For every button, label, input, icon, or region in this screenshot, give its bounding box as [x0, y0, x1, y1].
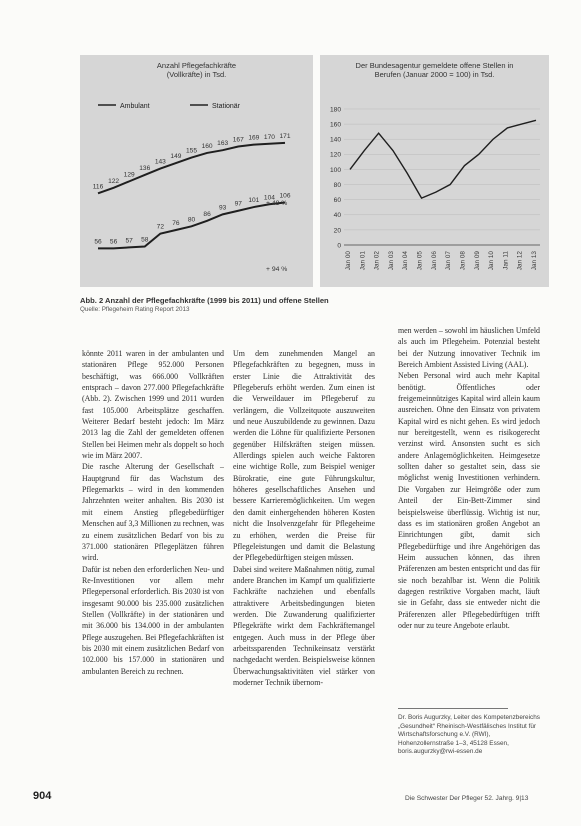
figure-caption: Abb. 2 Anzahl der Pflegefachkräfte (1999 bis 2011) und offene Stellen	[80, 296, 329, 305]
x-tick-label: Jan 11	[502, 251, 510, 270]
data-label: 57	[125, 237, 133, 245]
data-label: 93	[218, 204, 227, 212]
x-tick-label: Jan 09	[473, 251, 481, 271]
data-label: 167	[232, 136, 244, 144]
x-tick-label: Jan 02	[373, 251, 381, 271]
y-tick-label: 80	[333, 181, 341, 189]
left-chart-title: Anzahl Pflegefachkräfte (Vollkräfte) in Tsd.	[156, 61, 237, 79]
data-label: 143	[154, 158, 166, 166]
right-line-chart	[320, 55, 549, 287]
author-note-rule	[398, 708, 508, 709]
y-tick-label: 120	[329, 151, 341, 159]
y-tick-label: 0	[337, 242, 341, 250]
data-label: 76	[172, 219, 180, 227]
x-tick-label: Jan 08	[459, 251, 467, 271]
legend-label-1: Stationär	[212, 103, 241, 110]
data-label: 129	[123, 171, 135, 179]
data-label: 122	[108, 177, 120, 185]
text-column-1	[82, 348, 224, 796]
y-tick-label: 140	[329, 136, 341, 144]
data-label: 171	[279, 132, 291, 140]
data-label: 163	[217, 140, 229, 148]
data-label: 97	[234, 200, 242, 208]
data-label: 80	[187, 216, 196, 224]
data-label: 170	[263, 133, 275, 141]
author-note: Dr. Boris Augurzky, Leiter des Kompetenzbereichs „Gesundheit“ Rheinisch-Westfälisches Institut für Wirtschaftsforschung e.V. (RWI), Hohenzollernstraße 1–3, 45128 Essen, boris.augurzky@rwi-essen.de	[398, 714, 540, 756]
data-label: 136	[139, 164, 151, 172]
column-3-text: men werden – sowohl im häuslichen Umfeld als auch im Pflegeheim. Potenzial besteht bei der Nutzung innovativer Technik im Bereich Ambient Assisted Living (AAL). Neben Personal wird auch mehr Kapital benötigt. Öffentliches oder freigemeinnütziges Kapital wird allein kaum ausreichen. Ohne den Einsatz von privatem Kapital wird es nicht gehen. Es wird jedoch nur bereitgestellt, wenn es risikogerecht verzinst wird. Ansonsten sucht es sich andere Anlagemöglichkeiten. Heimgesetze sollten daher so gestaltet sein, dass sie möglichst wenig Investitionen verhindern. Die Vorgaben zur Heimgröße oder zum Anteil der Ein-Bett-Zimmer sind beispielsweise überflüssig. Wichtig ist nur, dass es im stationären großen Angebot an Einrichtungen gibt, damit sich Pflegebedürftige und ihre Angehörigen das Heim aussuchen können, das ihren Präferenzen am besten entspricht und das für sie noch bezahlbar ist. Wenn die Politik dagegen restriktive Vorgaben macht, läuft sie in Gefahr, dass sie entweder nicht die Präferenzen aller Pflegebedürftigen trifft oder nur zu teure Angebote erlaubt.	[398, 326, 540, 630]
x-tick-label: Jan 05	[416, 251, 424, 271]
y-tick-label: 180	[329, 106, 341, 114]
x-tick-label: Jan 06	[430, 251, 438, 271]
data-label: 56	[94, 238, 102, 246]
y-tick-label: 100	[329, 166, 341, 174]
journal-footer: Die Schwester Der Pfleger 52. Jahrg. 9|13	[405, 795, 529, 802]
y-tick-label: 20	[333, 227, 341, 235]
left-chart-panel	[80, 55, 313, 287]
y-tick-label: 40	[333, 212, 341, 220]
annotation-label: + 48 %	[266, 200, 288, 207]
column-1-text: könnte 2011 waren in der ambulanten und stationären Pflege 952.000 Personen beschäftigt, was 666.000 Vollkräften entsprach – davon 277.000 Pflegefachkräfte (Abb. 2). Zwischen 1999 und 2011 wurden fast 105.000 Arbeitsplätze geschaffen. Weiterer Bedarf besteht jedoch: Im März 2013 lag die Zahl der gemeldeten offenen Stellen bei Heimen mehr als doppelt so hoch wie im März 2007. Die rasche Alterung der Gesellschaft – Hauptgrund für das Wachstum des Pflegemarkts – wird in den kommenden Jahrzehnten weiter anhalten. Bis 2030 ist mit einem Anstieg pflegebedürftiger Menschen auf 3,3 Millionen zu rechnen, was zu einem zusätzlichen Bedarf von bis zu 371.000 stationären Pflegeplätzen führen wird. Dafür ist neben den erforderlichen Neu- und Re-Investitionen vor allem mehr Pflegepersonal erforderlich. Bis 2030 ist von insgesamt 90.000 bis 235.000 zusätzlichen Stellen (Vollkräfte) in der stationären und mit 36.000 bis 134.000 in der ambulanten Pflege auszugehen. Bei Pflegefachkräften ist bis 2030 mit einem zusätzlichen Bedarf von 102.000 bis 157.000 in stationären und ambulanten Bereich zu rechnen.	[82, 349, 224, 676]
x-tick-label: Jan 00	[345, 251, 352, 271]
text-column-3	[398, 325, 540, 697]
series-line-offene-stellen	[350, 120, 536, 198]
y-tick-label: 160	[329, 121, 341, 129]
data-label: 155	[185, 147, 198, 155]
data-label: 101	[248, 197, 260, 205]
data-label: 58	[141, 236, 149, 244]
x-tick-label: Jan 03	[387, 251, 395, 271]
text-column-2	[233, 348, 375, 796]
right-chart-title: Der Bundesagentur gemeldete offene Stellen in Berufen (Januar 2000 = 100) in Tsd.	[355, 61, 514, 79]
x-tick-label: Jan 12	[516, 251, 524, 271]
data-label: 86	[203, 210, 211, 218]
left-line-chart	[80, 55, 313, 287]
x-tick-label: Jan 04	[402, 251, 410, 271]
data-label: 116	[92, 183, 104, 191]
x-tick-label: Jan 01	[359, 251, 367, 271]
data-label: 160	[201, 142, 213, 150]
y-tick-label: 60	[333, 197, 341, 205]
x-tick-label: Jan 13	[531, 251, 538, 271]
figure-source: Quelle: Pflegeheim Rating Report 2013	[80, 306, 190, 313]
x-tick-label: Jan 07	[445, 251, 453, 271]
data-label: 72	[156, 223, 165, 231]
data-label: 149	[170, 153, 182, 161]
data-label: 56	[109, 238, 118, 246]
page-number: 904	[33, 790, 52, 802]
column-2-text: Um dem zunehmenden Mangel an Pflegefachkräften zu begegnen, muss in erster Linie die Attraktivität des Pflegeberufs erhöht werden. Zum einen ist die Verweildauer im Pflegeberuf zu verlängern, die Vollzeitquote auszuweiten und neue Auszubildende zu gewinnen. Dazu werden die Löhne für qualifizierte Personen gegenüber Hilfskräften steigen müssen. Allerdings spielen auch weiche Faktoren eine wichtige Rolle, zum Beispiel weniger Bürokratie, eine gute Führungskultur, höheres gesellschaftliches Ansehen und bessere Karrieremöglichkeiten. Um wegen den damit einhergehenden höheren Kosten nicht die Insolvenzgefahr für Pflegeheime zu erhöhen, werden die Preise für Pflegeleistungen und damit die Belastung der Pflegebedürftigen steigen müssen. Dabei sind weitere Maßnahmen nötig, zumal andere Branchen im Kampf um qualifizierte Fachkräfte nachziehen und ebenfalls attraktivere Arbeitsbedingungen bieten werden. Die Zuwanderung qualifizierter Pflegekräfte wirkt dem Fachkräftemangel entgegen. Auch muss in der Pflege über arbeitssparenden Technikeinsatz verstärkt nachgedacht werden. Beispielsweise können Überwachungsaktivitäten viel stärker von moderner Technik übernom-	[233, 349, 375, 687]
data-label: 169	[248, 134, 260, 142]
right-chart-panel	[320, 55, 549, 287]
data-label: 104	[263, 194, 275, 202]
annotation-label: + 94 %	[266, 266, 288, 273]
data-label: 106	[279, 192, 291, 200]
x-tick-label: Jan 10	[488, 251, 496, 271]
legend-label-0: Ambulant	[120, 103, 150, 110]
